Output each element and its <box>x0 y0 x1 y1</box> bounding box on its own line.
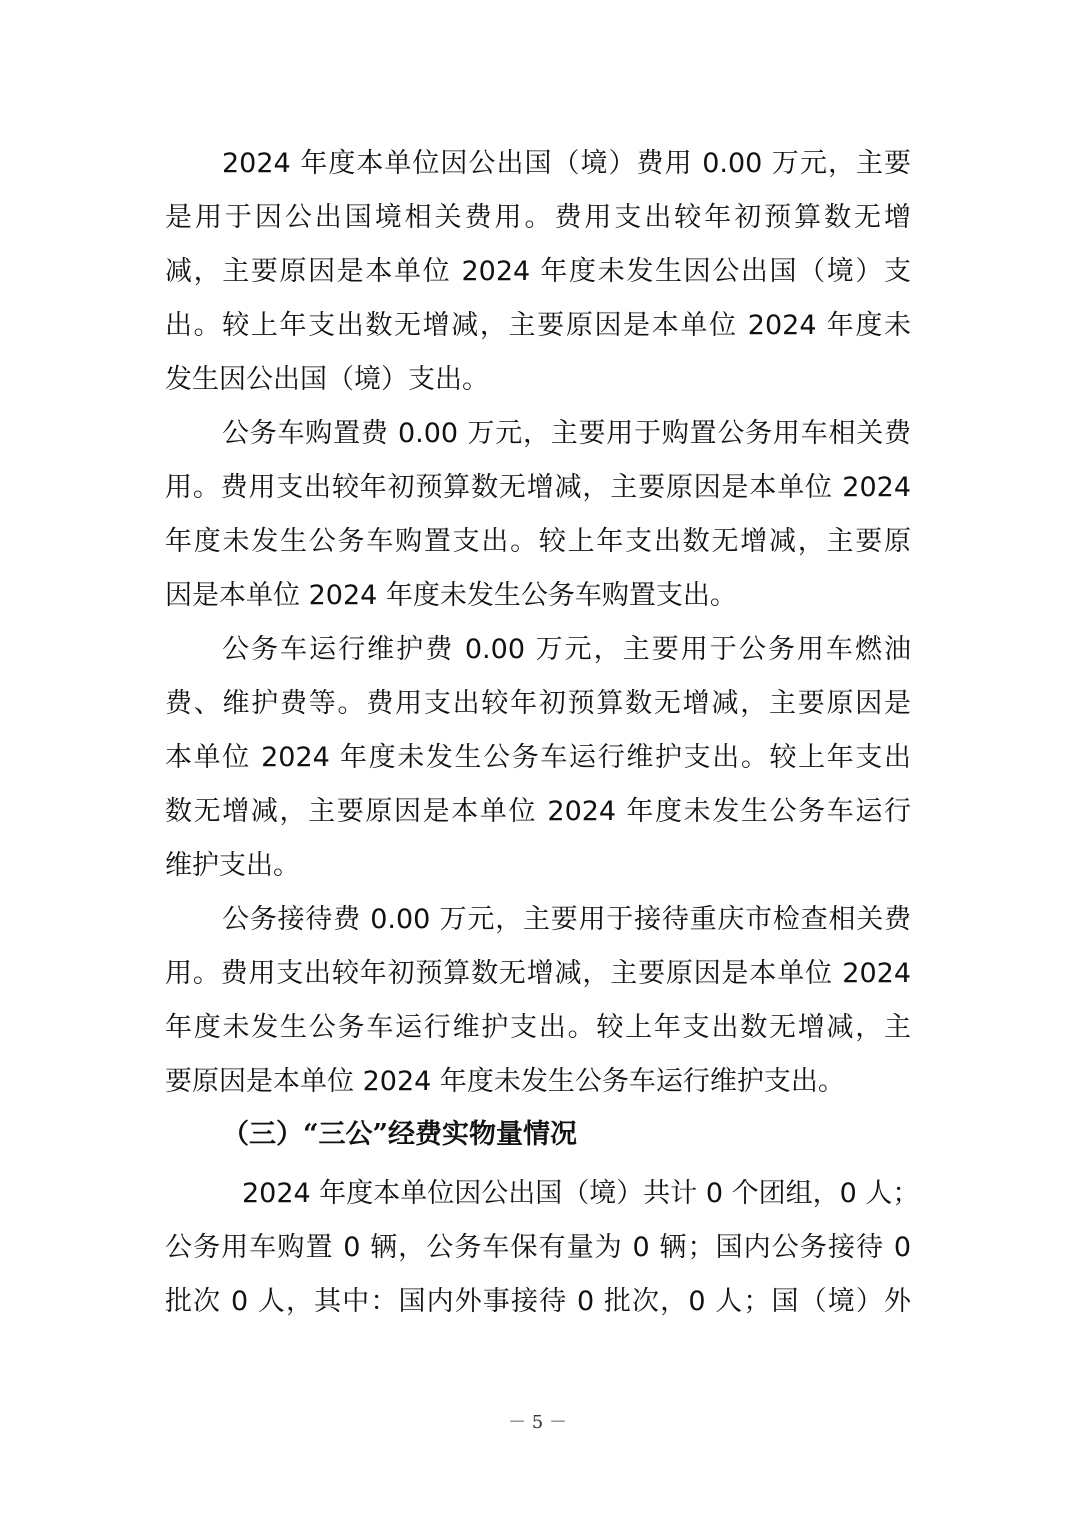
paragraph-line: 数无增减，主要原因是本单位 2024 年度未发生公务车运行 <box>165 796 911 827</box>
page-number: － 5 － <box>508 1412 567 1433</box>
paragraph-line: 公务车购置费 0.00 万元，主要用于购置公务用车相关费 <box>222 418 911 449</box>
paragraph-line: 批次 0 人，其中：国内外事接待 0 批次，0 人；国（境）外 <box>165 1286 911 1317</box>
paragraph-line: 用。费用支出较年初预算数无增减，主要原因是本单位 2024 <box>165 472 911 503</box>
paragraph-line: 因是本单位 2024 年度未发生公务车购置支出。 <box>165 580 737 611</box>
paragraph-line: 公务接待费 0.00 万元，主要用于接待重庆市检查相关费 <box>222 904 911 935</box>
paragraph-line: 减，主要原因是本单位 2024 年度未发生因公出国（境）支 <box>165 256 911 287</box>
section-heading: （三）“三公”经费实物量情况 <box>222 1119 578 1150</box>
paragraph-line: 出。较上年支出数无增减，主要原因是本单位 2024 年度未 <box>165 310 911 341</box>
paragraph-line: 用。费用支出较年初预算数无增减，主要原因是本单位 2024 <box>165 958 911 989</box>
paragraph-line: 2024 年度本单位因公出国（境）费用 0.00 万元，主要 <box>222 148 911 179</box>
paragraph-line: 要原因是本单位 2024 年度未发生公务车运行维护支出。 <box>165 1066 845 1097</box>
paragraph-line: 公务用车购置 0 辆，公务车保有量为 0 辆；国内公务接待 0 <box>165 1232 911 1263</box>
paragraph-line: 维护支出。 <box>165 850 300 881</box>
paragraph-line: 发生因公出国（境）支出。 <box>165 364 489 395</box>
paragraph-line: 年度未发生公务车购置支出。较上年支出数无增减，主要原 <box>165 526 911 557</box>
paragraph-line: 年度未发生公务车运行维护支出。较上年支出数无增减，主 <box>165 1012 911 1043</box>
paragraph-line: 是用于因公出国境相关费用。费用支出较年初预算数无增 <box>165 202 911 233</box>
paragraph-line: 费、维护费等。费用支出较年初预算数无增减，主要原因是 <box>165 688 911 719</box>
paragraph-line: 2024 年度本单位因公出国（境）共计 0 个团组，0 人； <box>242 1178 920 1209</box>
paragraph-line: 公务车运行维护费 0.00 万元，主要用于公务用车燃油 <box>222 634 911 665</box>
paragraph-line: 本单位 2024 年度未发生公务车运行维护支出。较上年支出 <box>165 742 911 773</box>
